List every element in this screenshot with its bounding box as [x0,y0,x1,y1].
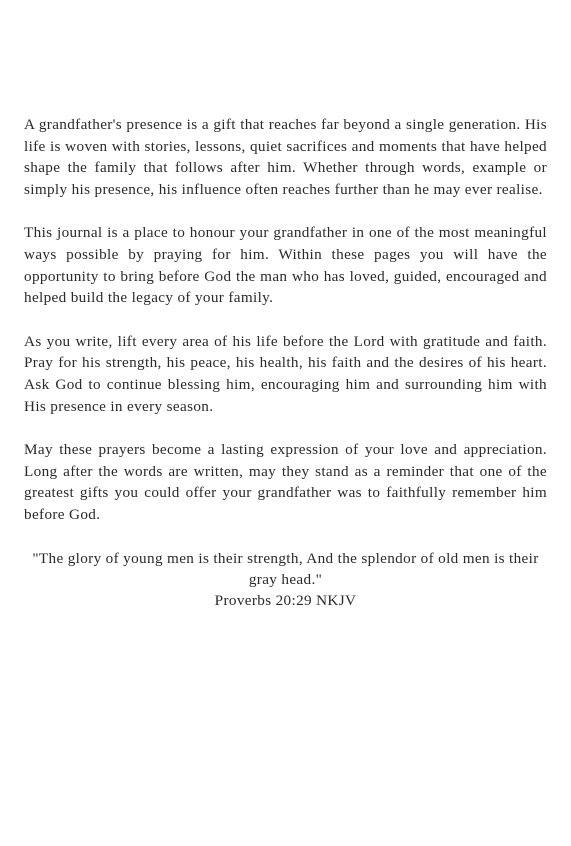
scripture-quote [24,548,547,611]
intro-paragraph-1: A grandfather's presence is a gift that reaches far beyond a single generation. His life is woven with stories, lessons, quiet sacrifices and moments that have helped shape the family that follows after him. Whether through words, example or simply his presence, his influence often reaches further than he may ever realise. [24,116,547,198]
scripture-quote-text: "The glory of young men is their strength, And the splendor of old men is their gray head." [32,549,539,588]
intro-paragraph-2: This journal is a place to honour your grandfather in one of the most meaningful ways possible by praying for him. Within these pages you will have the opportunity to bring before God the man who has loved, guided, encouraged and helped build the legacy of your family. [24,224,547,307]
intro-paragraph-4: May these prayers become a lasting expression of your love and appreciation. Long after the words are written, may they stand as a reminder that one of the greatest gifts you could offer your grandfather was to faithfully remember him before God. [24,441,547,523]
intro-paragraph-3: As you write, lift every area of his life before the Lord with gratitude and faith. Pray for his strength, his peace, his health, his faith and the desires of his heart. Ask God to continue blessing him, encouraging him and surrounding him with His presence in every season. [24,332,547,415]
journal-intro-page [24,114,547,611]
scripture-reference: Proverbs 20:29 NKJV [214,591,357,609]
